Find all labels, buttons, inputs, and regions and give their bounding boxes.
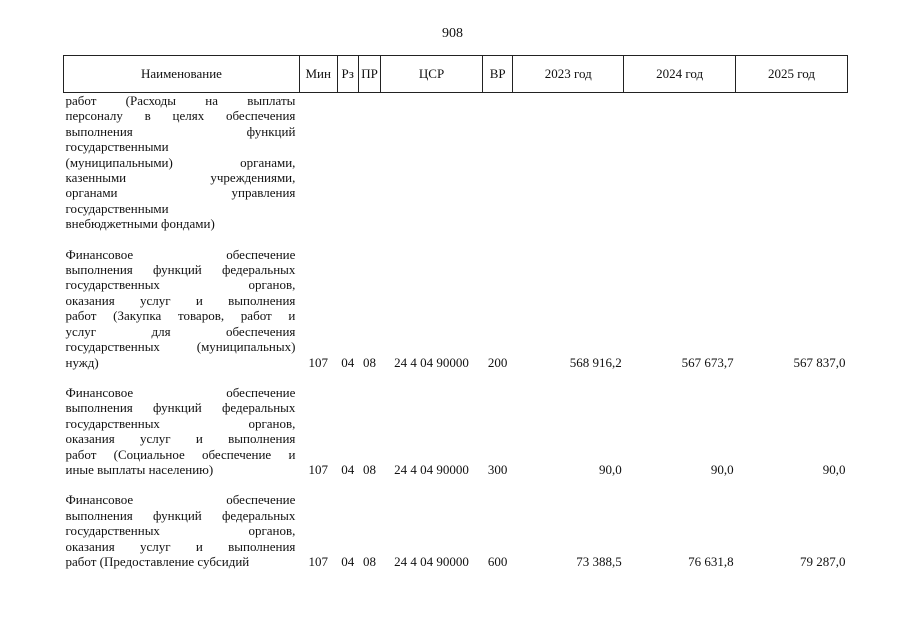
cell-min: 107	[308, 354, 328, 370]
name-line: внебюджетными фондами)	[65, 216, 215, 232]
name-line: оказания услуг и выполнения	[65, 292, 296, 308]
name-line: государственными	[65, 139, 169, 155]
cell-2023: 73 388,5	[576, 553, 622, 569]
row-spacer	[64, 232, 848, 247]
name-line: персоналу в целях обеспечения	[65, 108, 296, 124]
cell-2025	[736, 93, 848, 232]
name-line: работ (Закупка товаров, работ и	[65, 308, 296, 324]
header-2024: 2024 год	[624, 56, 736, 93]
table-row	[64, 247, 848, 370]
table-header	[64, 56, 848, 93]
cell-vr: 600	[487, 553, 508, 569]
cell-name	[64, 93, 300, 232]
cell-min: 107	[308, 461, 328, 477]
header-name: Наименование	[64, 56, 300, 93]
cell-2023: 568 916,2	[569, 354, 622, 370]
cell-vr: 300	[487, 461, 508, 477]
cell-2024: 76 631,8	[688, 553, 734, 569]
name-line: оказания услуг и выполнения	[65, 538, 296, 554]
spacer-cell	[64, 232, 848, 247]
cell-csr: 24 4 04 90000	[394, 461, 469, 477]
cell-vr: 200	[487, 354, 508, 370]
table-row	[64, 93, 848, 232]
cell-rz: 04	[341, 553, 355, 569]
cell-csr	[381, 93, 483, 232]
cell-2025: 90,0	[822, 461, 846, 477]
header-2025: 2025 год	[736, 56, 848, 93]
name-line: оказания услуг и выполнения	[65, 431, 296, 447]
cell-min	[299, 93, 337, 232]
spacer-cell	[64, 370, 848, 385]
table-row	[64, 385, 848, 477]
cell-2025: 567 837,0	[793, 354, 846, 370]
cell-min: 107	[308, 553, 328, 569]
name-line: выполнения функций	[65, 123, 296, 139]
cell-2024	[624, 93, 736, 232]
name-line: иные выплаты населению)	[65, 461, 214, 477]
name-line: государственных органов,	[65, 415, 296, 431]
name-line: государственных (муниципальных)	[65, 339, 296, 355]
name-line: Финансовое обеспечение	[65, 492, 296, 508]
name-line: органами управления	[65, 185, 296, 201]
name-line: государственных органов,	[65, 523, 296, 539]
name-line: работ (Предоставление субсидий	[65, 553, 250, 569]
name-line: государственных органов,	[65, 277, 296, 293]
cell-csr: 24 4 04 90000	[394, 354, 469, 370]
name-line: (муниципальными) органами,	[65, 154, 296, 170]
row-spacer	[64, 477, 848, 492]
header-min: Мин	[299, 56, 337, 93]
cell-name	[64, 492, 300, 569]
cell-rz: 04	[341, 354, 355, 370]
cell-vr	[482, 93, 513, 232]
header-vr: ВР	[482, 56, 513, 93]
page-number: 908	[442, 26, 463, 41]
name-line: казенными учреждениями,	[65, 170, 296, 186]
header-rz: Рз	[337, 56, 358, 93]
cell-2023: 90,0	[598, 461, 622, 477]
name-line: Финансовое обеспечение	[65, 246, 296, 262]
name-line: работ (Социальное обеспечение и	[65, 446, 296, 462]
cell-pr	[358, 93, 380, 232]
cell-rz: 04	[341, 461, 355, 477]
spacer-cell	[64, 477, 848, 492]
cell-csr: 24 4 04 90000	[394, 553, 469, 569]
cell-2024: 567 673,7	[681, 354, 734, 370]
name-line: выполнения функций федеральных	[65, 507, 296, 523]
cell-2024: 90,0	[710, 461, 734, 477]
header-pr: ПР	[358, 56, 380, 93]
table-row	[64, 492, 848, 569]
name-line: услуг для обеспечения	[65, 323, 296, 339]
header-2023: 2023 год	[513, 56, 624, 93]
header-csr: ЦСР	[381, 56, 483, 93]
cell-pr: 08	[363, 461, 377, 477]
cell-pr: 08	[363, 354, 377, 370]
table-body	[64, 93, 848, 570]
budget-table	[63, 55, 848, 569]
cell-pr: 08	[363, 553, 377, 569]
name-line: работ (Расходы на выплаты	[65, 93, 296, 108]
name-line: выполнения функций федеральных	[65, 400, 296, 416]
row-spacer	[64, 370, 848, 385]
cell-2023	[513, 93, 624, 232]
name-line: Финансовое обеспечение	[65, 384, 296, 400]
name-line: нужд)	[65, 354, 99, 370]
cell-2025: 79 287,0	[800, 553, 846, 569]
cell-rz	[337, 93, 358, 232]
cell-name	[64, 385, 300, 477]
name-line: выполнения функций федеральных	[65, 262, 296, 278]
cell-name	[64, 247, 300, 370]
name-line: государственными	[65, 200, 169, 216]
